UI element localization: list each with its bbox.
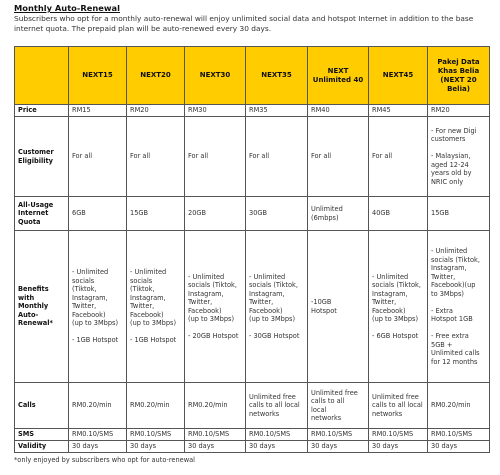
table-cell: 30 days — [428, 441, 490, 453]
table-cell: 30 days — [127, 441, 185, 453]
table-cell: RM0.20/min — [185, 383, 246, 429]
table-cell: RM30 — [185, 105, 246, 117]
table-cell: 20GB — [185, 197, 246, 231]
table-cell: RM0.10/SMS — [127, 429, 185, 441]
table-row-calls — [15, 383, 490, 429]
table-cell: - Unlimited socials (Tiktok, Instagram, Twitter, Facebook)(up to 3Mbps) - Extra Hotspot 1GB - Free extra 5GB + Unlimited calls for 12 months — [428, 231, 490, 383]
table-cell: Unlimited (6mbps) — [308, 197, 369, 231]
table-cell: Unlimited free calls to all local networks — [246, 383, 308, 429]
table-cell: RM0.10/SMS — [69, 429, 127, 441]
table-cell: RM0.10/SMS — [308, 429, 369, 441]
header-corner-cell — [15, 47, 69, 105]
table-row-price — [15, 105, 490, 117]
table-cell: RM40 — [308, 105, 369, 117]
table-cell: - Unlimited socials (Tiktok, Instagram, Twitter, Facebook) (up to 3Mbps) - 1GB Hotspot — [127, 231, 185, 383]
table-row-benefits — [15, 231, 490, 383]
row-label-price: Price — [15, 105, 69, 117]
row-label-eligibility: Customer Eligibility — [15, 117, 69, 197]
table-cell: 40GB — [369, 197, 428, 231]
intro-paragraph: Subscribers who opt for a monthly auto-renewal will enjoy unlimited social data and hotspot Internet in addition to the base internet quota. The prepaid plan will be auto-renewed every 30 days. — [14, 14, 474, 33]
table-cell: RM0.10/SMS — [369, 429, 428, 441]
table-cell: RM0.20/min — [127, 383, 185, 429]
table-cell: RM20 — [127, 105, 185, 117]
table-cell: RM0.10/SMS — [246, 429, 308, 441]
table-cell: RM0.20/min — [428, 383, 490, 429]
table-cell: 30GB — [246, 197, 308, 231]
table-cell: RM0.10/SMS — [428, 429, 490, 441]
row-label-validity: Validity — [15, 441, 69, 453]
table-cell: RM20 — [428, 105, 490, 117]
table-cell: -10GB Hotspot — [308, 231, 369, 383]
table-cell: For all — [308, 117, 369, 197]
table-cell: RM45 — [369, 105, 428, 117]
table-cell: 30 days — [308, 441, 369, 453]
table-cell: 15GB — [127, 197, 185, 231]
table-cell: 30 days — [369, 441, 428, 453]
plan-header-next45: NEXT45 — [369, 47, 428, 105]
table-row-eligibility — [15, 117, 490, 197]
table-cell: - Unlimited socials (Tiktok, Instagram, Twitter, Facebook) (up to 3Mbps) - 30GB Hotspot — [246, 231, 308, 383]
table-cell: 30 days — [185, 441, 246, 453]
table-row-quota — [15, 197, 490, 231]
table-cell: RM0.10/SMS — [185, 429, 246, 441]
table-cell: For all — [127, 117, 185, 197]
table-cell: RM35 — [246, 105, 308, 117]
row-label-benefits: Benefits with Monthly Auto- Renewal* — [15, 231, 69, 383]
section-heading: Monthly Auto-Renewal — [14, 3, 120, 13]
plan-header-next-unlimited-40: NEXT Unlimited 40 — [308, 47, 369, 105]
table-cell: For all — [246, 117, 308, 197]
table-cell: - Unlimited socials (Tiktok, Instagram, Twitter, Facebook) (up to 3Mbps) - 20GB Hotspot — [185, 231, 246, 383]
footnote: *only enjoyed by subscribers who opt for auto-renewal — [14, 456, 195, 464]
plan-header-next-20-belia: Pakej Data Khas Belia (NEXT 20 Belia) — [428, 47, 490, 105]
plan-header-next30: NEXT30 — [185, 47, 246, 105]
row-label-sms: SMS — [15, 429, 69, 441]
table-cell: 30 days — [246, 441, 308, 453]
table-cell: Unlimited free calls to all local networks — [308, 383, 369, 429]
row-label-calls: Calls — [15, 383, 69, 429]
table-cell: RM0.20/min — [69, 383, 127, 429]
table-cell: - Unlimited socials (Tiktok, Instagram, Twitter, Facebook) (up to 3Mbps) - 6GB Hotspot — [369, 231, 428, 383]
table-cell: 15GB — [428, 197, 490, 231]
plan-header-next35: NEXT35 — [246, 47, 308, 105]
table-cell: 30 days — [69, 441, 127, 453]
row-label-quota: All-Usage Internet Quota — [15, 197, 69, 231]
header-row — [15, 47, 490, 105]
table-cell: - For new Digi customers - Malaysian, aged 12-24 years old by NRIC only — [428, 117, 490, 197]
table-cell: - Unlimited socials (Tiktok, Instagram, Twitter, Facebook) (up to 3Mbps) - 1GB Hotspot — [69, 231, 127, 383]
table-cell: For all — [369, 117, 428, 197]
plan-header-next20: NEXT20 — [127, 47, 185, 105]
table-row-sms — [15, 429, 490, 441]
plans-table — [14, 46, 490, 453]
table-cell: 6GB — [69, 197, 127, 231]
table-cell: Unlimited free calls to all local networks — [369, 383, 428, 429]
table-cell: For all — [69, 117, 127, 197]
plan-header-next15: NEXT15 — [69, 47, 127, 105]
table-row-validity — [15, 441, 490, 453]
table-cell: RM15 — [69, 105, 127, 117]
table-cell: For all — [185, 117, 246, 197]
